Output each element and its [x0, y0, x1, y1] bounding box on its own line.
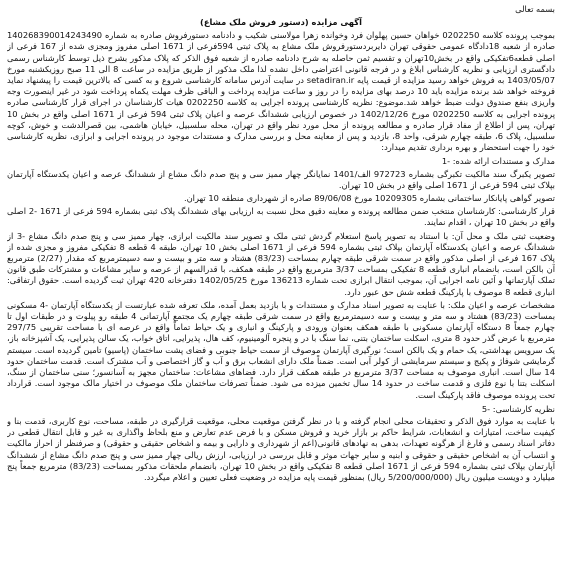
completion-certificate-paragraph: تصویر گواهی پایانکار ساختمانی بشماره 10209305 مورخ 89/06/08 صادره از شهرداری منطقه 10 تهران. — [183, 193, 555, 204]
documents-paragraph: تصویر یکبرگ سند مالکیت تکبرگی بشماره 972723 الف/1401 نمایانگر چهار ممیز سی و پنج صدم دانگ مشاع از ششدانگ عرصه و اعیان یکدستگاه آپارتمان بپلاک ثبتی 594 فرعی از 1671 اصلی واقع در بخش 10 تهران. — [7, 168, 555, 190]
registration-status-paragraph: وضعیت ثبتی ملک و محل آن: با استناد به تصویر پاسخ استعلام گردش ثبتی ملک و تصویر سند مالکیت ابرازی، چهار ممیز سی و پنج صدم دانگ مشاع -3 از ششدانگ عرصه و اعیان یکدستگاه آپارتمان بپلاک ثبتی بشماره 594 فرعی از 1671 اصلی بخش 10 تهران، طبقه 4 قطعه 8 تفکیکی مفروز و مجزی شده از پلاک 167 فرعی از اصلی مذکور واقع در سمت شرقی طبقه چهارم بمساحت (83/23) هشتاد و سه متر و بیست و سه دسیمترمربع که مقدار (2/27) مترمربع آن بالکن است، بانضمام انباری قطعه 8 تفکیکی بمساحت 3/37 مترمربع واقع در طبقه همکف، با قدرالسهم از عرصه و سایر مشاعات و مشترکات طبق قانون تملک آپارتمانها و آئین نامه اجرایی آن، بموجب انتقال ابرازی تحت شماره 136213 مورخ 1402/05/25 دفترخانه 420 تهران ثبت گردیده است. حقوق ارتفاقی: انباری قطعه 8 موصوف با پارکینگ قطعه شش حق عبور دارد. — [7, 230, 555, 297]
header — [7, 4, 555, 16]
expert-opinion-paragraph: با عنایت به موارد فوق الذکر و تحقیقات محلی انجام گرفته و با در نظر گرفتن موقعیت محلی، موقعیت قرارگیری در طبقه، مساحت، نوع کاربری، قدمت بنا و کیفیت ساخت، امتیازات و انشعابات، شرایط حاکم بر بازار خرید و فروش مسکن و با فرض عدم تعارض و منع بلحاظ واگذاری به غیر و قابل انتقال قطعی در دفاتر اسناد رسمی و فارغ از هرگونه تعهدات، بدهی به نهادهای قانونی(اعم از شهرداری و دارایی و بیمه و اشخاص حقیقی و حقوقی) و صرفنظر از احراز مالکیت و انتساب آن به اشخاص حقیقی و حقوقی و ابنیه و سایر جهات موثر و قابل بررسی در ارزیابی، ارزش ریالی چهار ممیز سی و پنج صدم دانگ مشاع از ششدانگ آپارتمان بپلاک ثبتی بشماره 594 فرعی از 1671 اصلی قطعه 8 تفکیکی واقع در بخش 10 تهران، بانضمام ملحقات مذکور بمساحت (83/23) مترمربع جمعاً پنج میلیارد و دویست میلیون ریال (5/200/000/000 ریال) بمنظور قیمت پایه مزایده در وضعیت فعلی تعیین و اعلام میگردد. — [7, 415, 555, 482]
property-specs-paragraph: مشخصات عرصه و اعیان ملک: با عنایت به تصویر اسناد مدارک و مستندات و با بازدید بعمل آمده، ملک تعرفه شده عبارتست از یکدستگاه آپارتمان -4 مسکونی بمساحت (83/23) هشتاد و سه متر و بیست و سه دسیمترمربع واقع در سمت شرقی طبقه چهارم یک مجتمع آپارتمانی 4 طبقه رو پیلوت و در طبقات اول تا چهارم جمعاً 8 دستگاه آپارتمان مسکونی با طبقه همکف بعنوان ورودی و پارکینگ و انباری و یک حیاط تماماً واقع در عرصه ای با مساحت تقریبی 297/75 مترمربع با عرض گذر حدود 8 متری، اسکلت ساختمان بتنی، نما سنگ با در و پنجره آلومینیوم، کف هال، پذیرایی، اتاق خواب، یک سالن پذیرایی، یک آشپزخانه باز، یک سرویس بهداشتی، یک حمام و یک بالکن است؛ نورگیری آپارتمان موصوف از سمت حیاط جنوبی و فضای پشت ساختمان (پاسیو) تامین گردیده است. سیستم گرمایشی شوفاژ و پکیج و سیستم سرمایشی از کولر آبی است. ضمناً ملک دارای انشعاب برق و آب و گاز اختصاصی و آب مشترک است. قدمت ساختمان حدود 14 سال است. انباری موصوف به مساحت 3/37 مترمربع در طبقه همکف قرار دارد. فضاهای مشاعات: ساختمان مجهز به آسانسور؛ سنی ساختمان از سنگ، اسکلت بتنا با نوع فلزی و قدمت ساخت در حدود 14 سال تخمین میزده می شود. ضمناً تصرفات ساختمان ملک موصوف در اختیار مالک موجود است. قرارداد تحت پرونده موصوف فاقد پارکینگ است. — [7, 299, 555, 400]
intro-paragraph: بموجب پرونده کلاسه 0202250 خواهان حسین پهلوان فرد وخوانده زهرا مولاسنی شکیب و دادنامه دستورفروش صادره به شماره 140268390014243490 صادره از شعبه 18دادگاه عمومی حقوقی تهران دایربردستورفروش ملک مشاع به پلاک ثبتی 594فرعی از 1671 اصلی مفروز ومجزی شده از 167 فرعی از اصلی قطعه6تفکیکی واقع در بخش10تهران و تقسیم ثمن حاصله به شرح دادنامه صادره از شعبه فوق الذکر که پلاک مذکور بشرح ذیل توسط کارشناس رسمی دادگستری ارزیابی و نظریه کارشناس ابلاغ و در فرجه قانونی اعتراضی داخل نشده لذا ملک مذکور از طریق مزایده در ساعت 8 الی 11 صبح روزیکشنبه مورخ 1403/05/07 به فروش خواهد رسید مزایده از قیمت پایه setadiran.ir در سایت آدرس سامانه کارشناسی شروع و به کسی که بالاترین قیمت را پیشنهاد نماید فروخته خواهد شد برنده مزایده باید 10 درصد بهای مزایده را در روز و ساعت مزایده پرداخت و الباقی ظرف مهلت یکماه پرداخت شود در غیر اینصورت وجه واریزی بنفع صندوق دولت ضبط خواهد شد.موضوع: نظریه کارشناسی پرونده اجرایی به کلاسه 0202250 هیات کارشناسان در اجرای قرار کارشناسی صادره پرونده اجرایی به کلاسه 0202250 مورخ 1402/12/26 در خصوص ارزیابی ششدانگ عرصه و اعیان پلاک ثبتی 594 فرعی از 1671 اصلی واقع در بخش 10 تهران، پس از اطلاع از مفاد قرار صادره و مطالعه پرونده از محل مورد نظر واقع در تهران، محله سلسبیل، خیابان هاشمی، بین قصرالدشت و خوش، کوچه سلسبیل، پلاک 6، طبقه چهارم شرقی، واحد 8، بازدید و پس از معاینه محل و بررسی مدارک و مستندات موجود در پرونده اجرایی و ابرازی، نظریه کارشناسی خود را جهت استحضار و بهره برداری تقدیم میدارد: — [7, 30, 555, 153]
auction-notice — [7, 4, 555, 572]
bismillah-label: بسمه تعالی — [515, 4, 555, 15]
section-1-title: مدارک و مستندات ارائه شده: -1 — [441, 156, 555, 167]
section-5-title: نظریه کارشناسی: -5 — [481, 403, 555, 414]
expert-order-paragraph: قرار کارشناسی: کارشناسان منتخب ضمن مطالعه پرونده و معاینه دقیق محل نسبت به ارزیابی بهای ششدانگ پلاک ثبتی بشماره 594 فرعی از 1671 -2 اصلی واقع در بخش 10 تهران ، اقدام نمایند. — [7, 206, 555, 228]
notice-title: آگهی مزایده (دستور فروش ملک مشاع) — [200, 17, 362, 27]
